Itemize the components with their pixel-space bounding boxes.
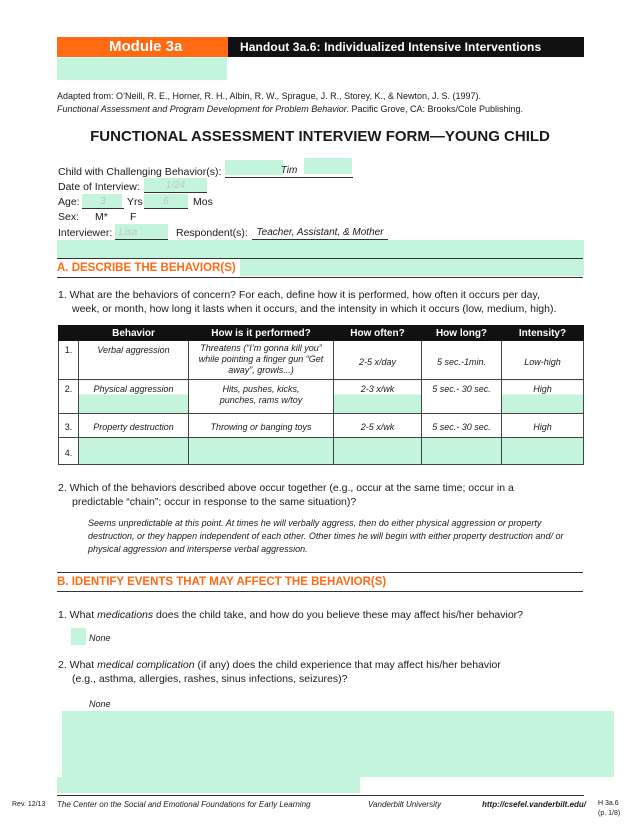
question-b2-suffix: (if any) does the child experience that may affect his/her behavior	[194, 659, 501, 671]
respondent-label: Respondent(s):	[176, 227, 248, 239]
behavior-table	[58, 325, 584, 465]
highlight-area	[57, 777, 360, 793]
child-label: Child with Challenging Behavior(s):	[58, 166, 222, 178]
row-number: 3.	[59, 414, 79, 438]
behavior-cell[interactable]: Physical aggression	[79, 380, 189, 414]
question-a2-line2: predictable “chain”; occur in response to the same situation)?	[72, 496, 357, 508]
table-header-how: How is it performed?	[189, 326, 334, 341]
question-b2-line1	[58, 658, 588, 673]
question-a1-line2: week, or month, how long it lasts when it occurs, and the intensity in which it occurs (low, medium, high).	[72, 303, 557, 315]
behavior-cell[interactable]: Verbal aggression	[79, 341, 189, 380]
child-field[interactable]: Tim	[225, 164, 353, 178]
table-row	[59, 341, 584, 380]
behavior-cell[interactable]	[79, 438, 189, 465]
intensity-cell[interactable]: High	[502, 380, 584, 414]
answer-b2[interactable]: None	[89, 699, 111, 709]
row-number: 2.	[59, 380, 79, 414]
footer-url[interactable]: http://csefel.vanderbilt.edu/	[482, 800, 587, 809]
footer-code: H 3a.6	[598, 800, 619, 807]
often-cell[interactable]: 2-5 x/day	[334, 341, 422, 380]
highlight-band	[240, 259, 584, 276]
row-number: 4.	[59, 438, 79, 465]
citation-line2	[57, 103, 597, 115]
module-label: Module 3a	[57, 37, 228, 57]
table-header-behavior: Behavior	[79, 326, 189, 341]
section-b-title: B. IDENTIFY EVENTS THAT MAY AFFECT THE BEHAVIOR(S)	[57, 572, 583, 592]
how-cell[interactable]	[189, 438, 334, 465]
often-cell[interactable]	[334, 438, 422, 465]
highlight-area	[62, 711, 614, 777]
mos-label: Mos	[193, 196, 213, 208]
highlight-box	[71, 628, 86, 645]
respondent-field[interactable]: Teacher, Assistant, & Mother	[252, 226, 388, 240]
long-cell[interactable]: 5 sec.-1min.	[422, 341, 502, 380]
table-header-row	[59, 326, 584, 341]
question-b2-prefix: 2. What	[58, 659, 98, 671]
sex-female-option[interactable]: F	[130, 211, 137, 223]
question-b2-line2: (e.g., asthma, allergies, rashes, sinus infections, seizures)?	[72, 673, 348, 685]
question-a2-line1: 2. Which of the behaviors described above occur together (e.g., occur at the same time; occur in a	[58, 482, 514, 494]
question-b1-suffix: does the child take, and how do you believe these may affect his/her behavior?	[153, 609, 524, 621]
intensity-cell[interactable]	[502, 438, 584, 465]
yrs-label: Yrs	[127, 196, 143, 208]
how-cell[interactable]: Hits, pushes, kicks, punches, rams w/toy	[189, 380, 334, 414]
highlight-band	[57, 240, 584, 258]
behavior-cell[interactable]: Property destruction	[79, 414, 189, 438]
intensity-cell[interactable]: High	[502, 414, 584, 438]
table-header-often: How often?	[334, 326, 422, 341]
footer-university: Vanderbilt University	[368, 800, 442, 809]
age-label: Age:	[58, 196, 80, 208]
citation-book-title: Functional Assessment and Program Development for Problem Behavior.	[57, 104, 349, 114]
sex-male-option[interactable]: M*	[95, 211, 108, 223]
table-header-num	[59, 326, 79, 341]
often-cell[interactable]: 2-3 x/wk	[334, 380, 422, 414]
section-a-title: A. DESCRIBE THE BEHAVIOR(S)	[57, 258, 583, 278]
answer-b1[interactable]: None	[89, 633, 111, 643]
often-cell[interactable]: 2-5 x/wk	[334, 414, 422, 438]
footer-rev: Rev. 12/13	[12, 801, 46, 808]
table-header-long: How long?	[422, 326, 502, 341]
sex-label: Sex:	[58, 211, 80, 223]
citation-line1: Adapted from: O’Neill, R. E., Horner, R. H., Albin, R. W., Sprague, J. R., Storey, K., & Newton, J. S. (1997).	[57, 91, 481, 101]
date-field[interactable]: 1/24	[144, 179, 207, 193]
long-cell[interactable]: 5 sec.- 30 sec.	[422, 380, 502, 414]
table-row	[59, 380, 584, 414]
footer-rule	[57, 795, 584, 796]
question-a1-line1: 1. What are the behaviors of concern? For each, define how it is performed, how often it occurs per day,	[58, 289, 540, 301]
interviewer-label: Interviewer:	[58, 227, 113, 239]
form-title: FUNCTIONAL ASSESSMENT INTERVIEW FORM—YOUNG CHILD	[90, 128, 550, 145]
long-cell[interactable]: 5 sec.- 30 sec.	[422, 414, 502, 438]
intensity-cell[interactable]: Low-high	[502, 341, 584, 380]
handout-title: Handout 3a.6: Individualized Intensive Interventions	[228, 37, 584, 57]
question-b1-emphasis: medications	[97, 609, 154, 621]
date-label: Date of Interview:	[58, 181, 140, 193]
question-b2-emphasis: medical complication	[97, 659, 195, 671]
age-years-field[interactable]: 3	[82, 195, 124, 209]
footer-page: (p. 1/8)	[598, 810, 621, 817]
answer-a2[interactable]: Seems unpredictable at this point. At times he will verbally aggress, then do either physical aggression or property destruction, or they happen independent of each other. Other times he will begin with either property destruction and/ or physical aggression and intersperse verbal aggression.	[88, 518, 564, 554]
long-cell[interactable]	[422, 438, 502, 465]
age-months-field[interactable]: 6	[144, 195, 188, 209]
how-cell[interactable]: Threatens (“I’m gonna kill you” while pointing a finger gun “Get away”, growls...)	[189, 341, 334, 380]
footer-center: The Center on the Social and Emotional Foundations for Early Learning	[57, 800, 311, 809]
question-b1	[58, 608, 588, 623]
table-header-intensity: Intensity?	[502, 326, 584, 341]
table-row	[59, 438, 584, 465]
interviewer-field[interactable]: Lisa	[115, 226, 168, 240]
table-row	[59, 414, 584, 438]
question-b1-prefix: 1. What	[58, 609, 98, 621]
row-number: 1.	[59, 341, 79, 380]
citation-publisher: Pacific Grove, CA: Brooks/Cole Publishing.	[348, 104, 524, 114]
highlight-box	[57, 58, 227, 80]
how-cell[interactable]: Throwing or banging toys	[189, 414, 334, 438]
